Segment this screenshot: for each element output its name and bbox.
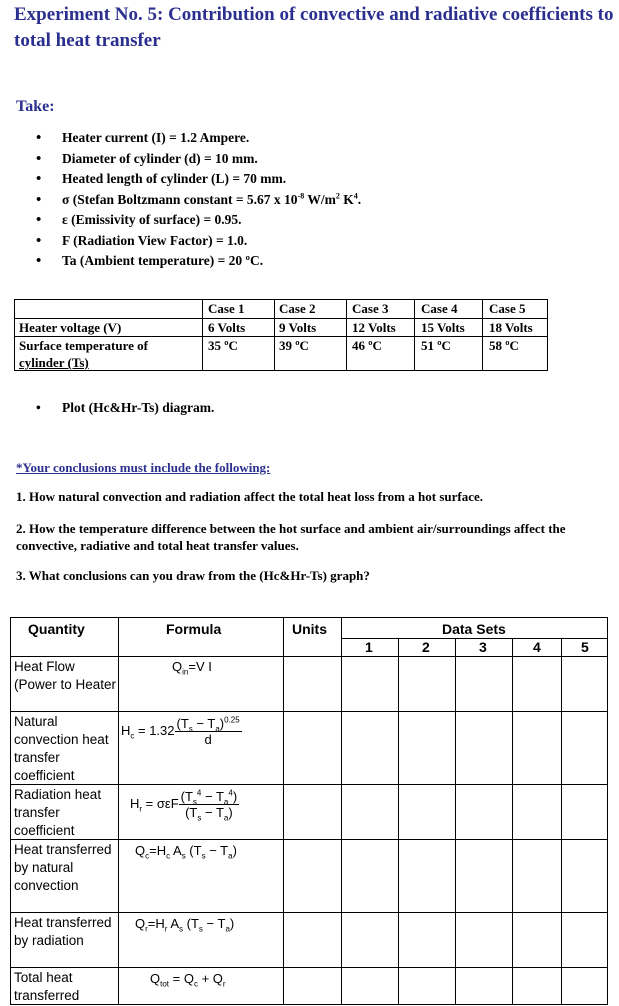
col-quantity: Quantity [28,621,85,637]
list-item [18,190,361,211]
col-datasets: Data Sets [442,621,506,637]
temp-cell: 46 ºC [352,338,382,353]
page-title: Experiment No. 5: Contribution of convective and radiative coefficients to total heat transfer [14,4,614,51]
f-s: c [145,851,150,861]
plot-instruction [36,400,214,416]
f-s: c [166,851,171,861]
question-2: 2. How the temperature difference between the hot surface and ambient air/surroundings affect the convective, radiative and total heat transfer values. [16,521,566,553]
temp-cell: 51 ºC [421,338,451,353]
conclusions-heading: *Your conclusions must include the following: [16,460,271,475]
num-mid: − T [201,789,224,804]
formula-qr [135,916,235,934]
row-label-voltage: Heater voltage (V) [19,320,122,335]
f-f: ) [229,916,235,931]
exponent: 0.25 [224,715,240,725]
row-label: Heat Flow (Power to Heater [14,659,117,692]
formula-qc [135,843,237,861]
f-s: r [145,924,148,934]
list-item: • Diameter of cylinder (d) = 10 mm. [18,149,361,170]
sigma-text: σ (Stefan Boltzmann constant = 5.67 x 10 [62,191,298,207]
f-d: (T [183,916,199,931]
voltage-cell: 6 Volts [208,320,246,335]
num-mid: − T [192,716,216,731]
f-f: ) [232,843,237,858]
case-header: Case 1 [208,301,245,316]
sigma-end: . [357,191,362,207]
f-s: s [198,924,203,934]
f-c: A [170,843,182,858]
take-heading: Take: [16,98,55,115]
formula-sym: Q [172,659,183,674]
den-close: ) [228,805,233,820]
temp-cell: 58 ºC [489,338,519,353]
f-a: Q [150,971,161,986]
voltage-cell: 9 Volts [279,320,317,335]
temp-cell: 39 ºC [279,338,309,353]
f-s: r [222,979,226,989]
case-header: Case 2 [279,301,316,316]
f-b: =H [149,843,167,858]
num: (T [180,789,193,804]
row-label: Total heat transferred [14,970,80,1003]
col-units: Units [292,621,327,637]
f-d: (T [185,843,202,858]
f-s: s [181,851,186,861]
exponent: 4 [196,788,202,798]
f-e: − T [205,843,229,858]
list-item: • Ta (Ambient temperature) = 20 ºC. [18,251,361,272]
f-a: Q [135,916,146,931]
row-label: Heat transferred by radiation [14,915,112,948]
sigma-unit-k: K [339,191,354,207]
formula-qtot [150,971,226,989]
set-number: 5 [581,639,589,655]
set-number: 3 [479,639,487,655]
formula-eq: = σεF [142,795,179,811]
temp-cell: 35 ºC [208,338,238,353]
formula-sym: H [130,795,140,811]
set-number: 4 [533,639,541,655]
case-header: Case 5 [489,301,526,316]
row-label: Radiation heat transfer coefficient [14,787,102,838]
row-label-temp-2: cylinder (Ts) [19,355,89,370]
sub: a [215,724,220,734]
f-c: + Q [197,971,223,986]
plot-text: Plot (Hc&Hr-Ts) diagram. [62,400,215,415]
sub: a [223,813,229,823]
sigma-exp: -8 [297,191,305,200]
fraction [179,788,240,823]
set-number: 2 [422,639,430,655]
sigma-exp4: 4 [353,191,358,200]
col-formula: Formula [166,621,222,637]
f-s: a [225,924,230,934]
exponent: 4 [228,788,233,798]
f-s: s [179,924,184,934]
sub: a [223,797,229,807]
f-s: c [193,979,198,989]
f-a: Q [135,843,146,858]
sub: s [188,724,193,734]
row-label: Natural convection heat transfer coefficient [14,714,109,783]
num: (T [176,716,189,731]
den-mid: − T [201,805,224,820]
fraction [175,716,242,747]
f-e: − T [202,916,226,931]
sigma-exp2: 2 [335,191,340,200]
voltage-cell: 12 Volts [352,320,396,335]
formula-hr [130,788,239,823]
formula-sub: r [139,804,143,814]
row-label: Heat transferred by natural convection [14,842,112,893]
question-1: 1. How natural convection and radiation affect the total heat loss from a hot surface. [16,489,483,504]
case-header: Case 3 [352,301,389,316]
list-item: • Heated length of cylinder (L) = 70 mm. [18,169,361,190]
sub: s [197,813,202,823]
formula-sym: H [121,722,131,738]
f-s: s [201,851,206,861]
f-s: a [228,851,233,861]
f-b: =H [147,916,165,931]
formula-coef: = 1.32 [134,722,175,738]
sub: s [192,797,197,807]
f-s: tot [160,979,170,989]
formula-hc [121,716,242,747]
givens-list [18,128,361,272]
list-item: • F (Radiation View Factor) = 1.0. [18,231,361,252]
close: ) [219,716,225,731]
case-header: Case 4 [421,301,458,316]
f-c: A [167,916,180,931]
voltage-cell: 18 Volts [489,320,533,335]
sigma-unit: W/m [304,191,336,207]
formula-sub: c [130,731,135,741]
formula-rest: =V I [188,659,212,674]
list-item: • ε (Emissivity of surface) = 0.95. [18,210,361,231]
formula-sub: in [182,667,189,677]
f-b: = Q [169,971,194,986]
row-label-temp: Surface temperature of [19,338,148,353]
question-3: 3. What conclusions can you draw from the (Hc&Hr-Ts) graph? [16,568,370,583]
voltage-cell: 15 Volts [421,320,465,335]
formula-power [172,659,212,677]
close: ) [232,789,238,804]
den: d [204,732,212,747]
set-number: 1 [365,639,373,655]
f-s: r [164,924,168,934]
list-item: • Heater current (I) = 1.2 Ampere. [18,128,361,149]
den: (T [185,805,198,820]
